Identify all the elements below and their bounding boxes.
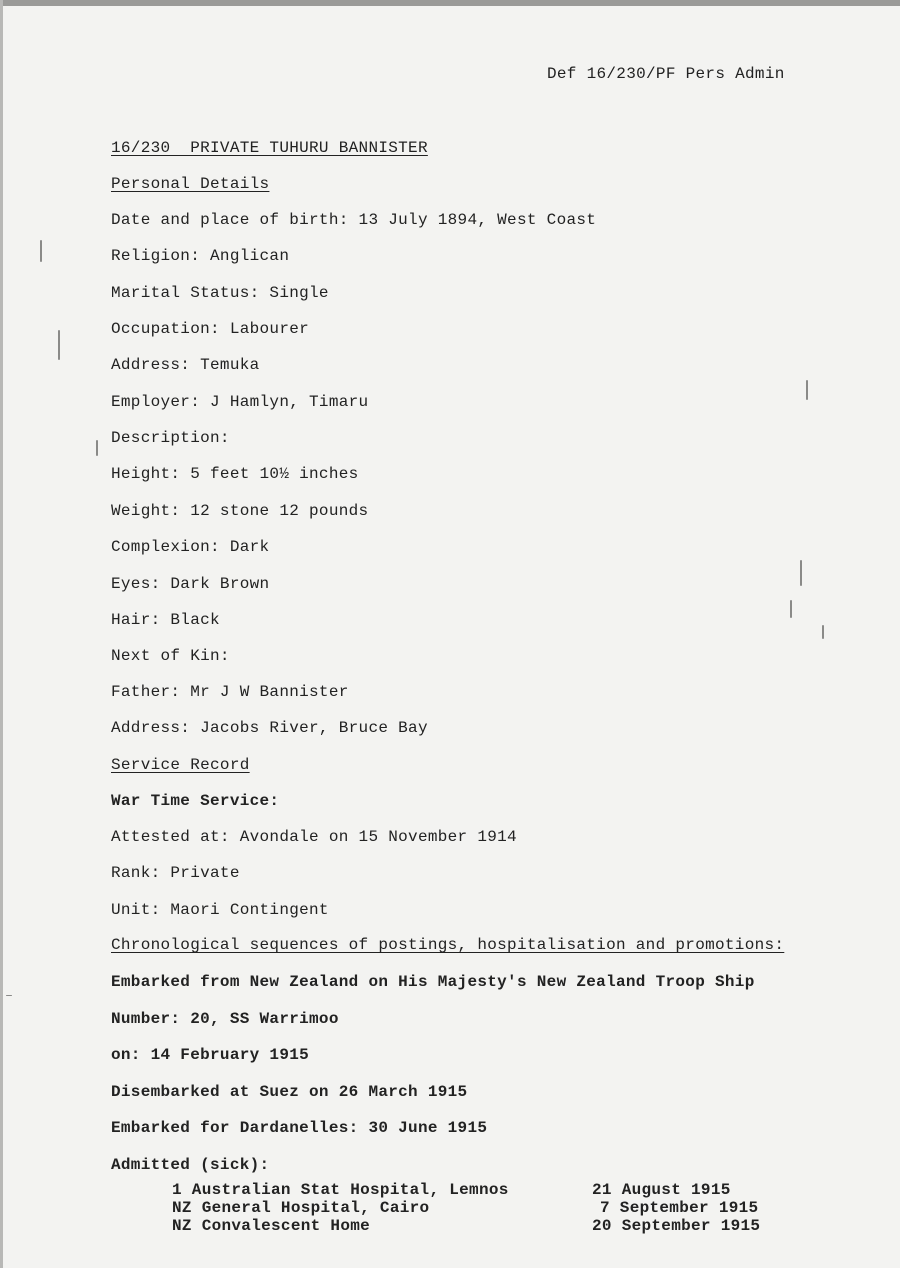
complexion-detail: Complexion: Dark — [111, 538, 270, 556]
rank-detail: Rank: Private — [111, 864, 240, 882]
scan-speck — [806, 380, 808, 400]
chronology-heading: Chronological sequences of postings, hospitalisation and promotions: — [111, 936, 785, 954]
admission-row — [172, 1199, 759, 1217]
admission-place: 1 Australian Stat Hospital, Lemnos — [172, 1181, 509, 1199]
description-label: Description: — [111, 429, 230, 447]
war-time-service-label: War Time Service: — [111, 792, 280, 810]
scan-speck — [822, 625, 824, 639]
record-title: 16/230 PRIVATE TUHURU BANNISTER — [111, 139, 428, 157]
unit-detail: Unit: Maori Contingent — [111, 901, 329, 919]
ship-number-detail: Number: 20, SS Warrimoo — [111, 1010, 339, 1028]
admission-place: NZ General Hospital, Cairo — [172, 1199, 430, 1217]
dardanelles-detail: Embarked for Dardanelles: 30 June 1915 — [111, 1119, 488, 1137]
father-detail: Father: Mr J W Bannister — [111, 683, 349, 701]
admission-row — [172, 1181, 731, 1199]
religion-detail: Religion: Anglican — [111, 247, 290, 265]
weight-detail: Weight: 12 stone 12 pounds — [111, 502, 369, 520]
hair-detail: Hair: Black — [111, 611, 220, 629]
kin-address-detail: Address: Jacobs River, Bruce Bay — [111, 719, 428, 737]
admission-place: NZ Convalescent Home — [172, 1217, 371, 1235]
employer-detail: Employer: J Hamlyn, Timaru — [111, 393, 369, 411]
scan-speck — [58, 330, 60, 360]
service-record-heading: Service Record — [111, 756, 250, 774]
scan-speck — [40, 240, 42, 262]
attested-detail: Attested at: Avondale on 15 November 1914 — [111, 828, 517, 846]
next-of-kin-label: Next of Kin: — [111, 647, 230, 665]
admissions-table — [172, 1181, 761, 1235]
personal-details-heading: Personal Details — [111, 175, 270, 193]
address-detail: Address: Temuka — [111, 356, 260, 374]
marital-status-detail: Marital Status: Single — [111, 284, 329, 302]
file-reference: Def 16/230/PF Pers Admin — [547, 65, 785, 83]
scan-speck — [790, 600, 792, 618]
scan-speck — [800, 560, 802, 586]
occupation-detail: Occupation: Labourer — [111, 320, 310, 338]
scan-top-edge — [0, 0, 900, 6]
admission-date: 20 September 1915 — [592, 1217, 761, 1235]
admission-date: 7 September 1915 — [600, 1199, 759, 1217]
height-detail: Height: 5 feet 10½ inches — [111, 465, 359, 483]
embarked-detail: Embarked from New Zealand on His Majesty's New Zealand Troop Ship — [111, 973, 755, 991]
birth-detail: Date and place of birth: 13 July 1894, West Coast — [111, 211, 597, 229]
admitted-sick-heading: Admitted (sick): — [111, 1156, 270, 1174]
departure-date-detail: on: 14 February 1915 — [111, 1046, 310, 1064]
admission-date: 21 August 1915 — [592, 1181, 731, 1199]
disembarked-detail: Disembarked at Suez on 26 March 1915 — [111, 1083, 468, 1101]
scan-speck — [96, 440, 98, 456]
eyes-detail: Eyes: Dark Brown — [111, 575, 270, 593]
admission-row — [172, 1217, 761, 1235]
scan-speck — [6, 995, 12, 996]
scan-left-edge — [0, 0, 3, 1268]
